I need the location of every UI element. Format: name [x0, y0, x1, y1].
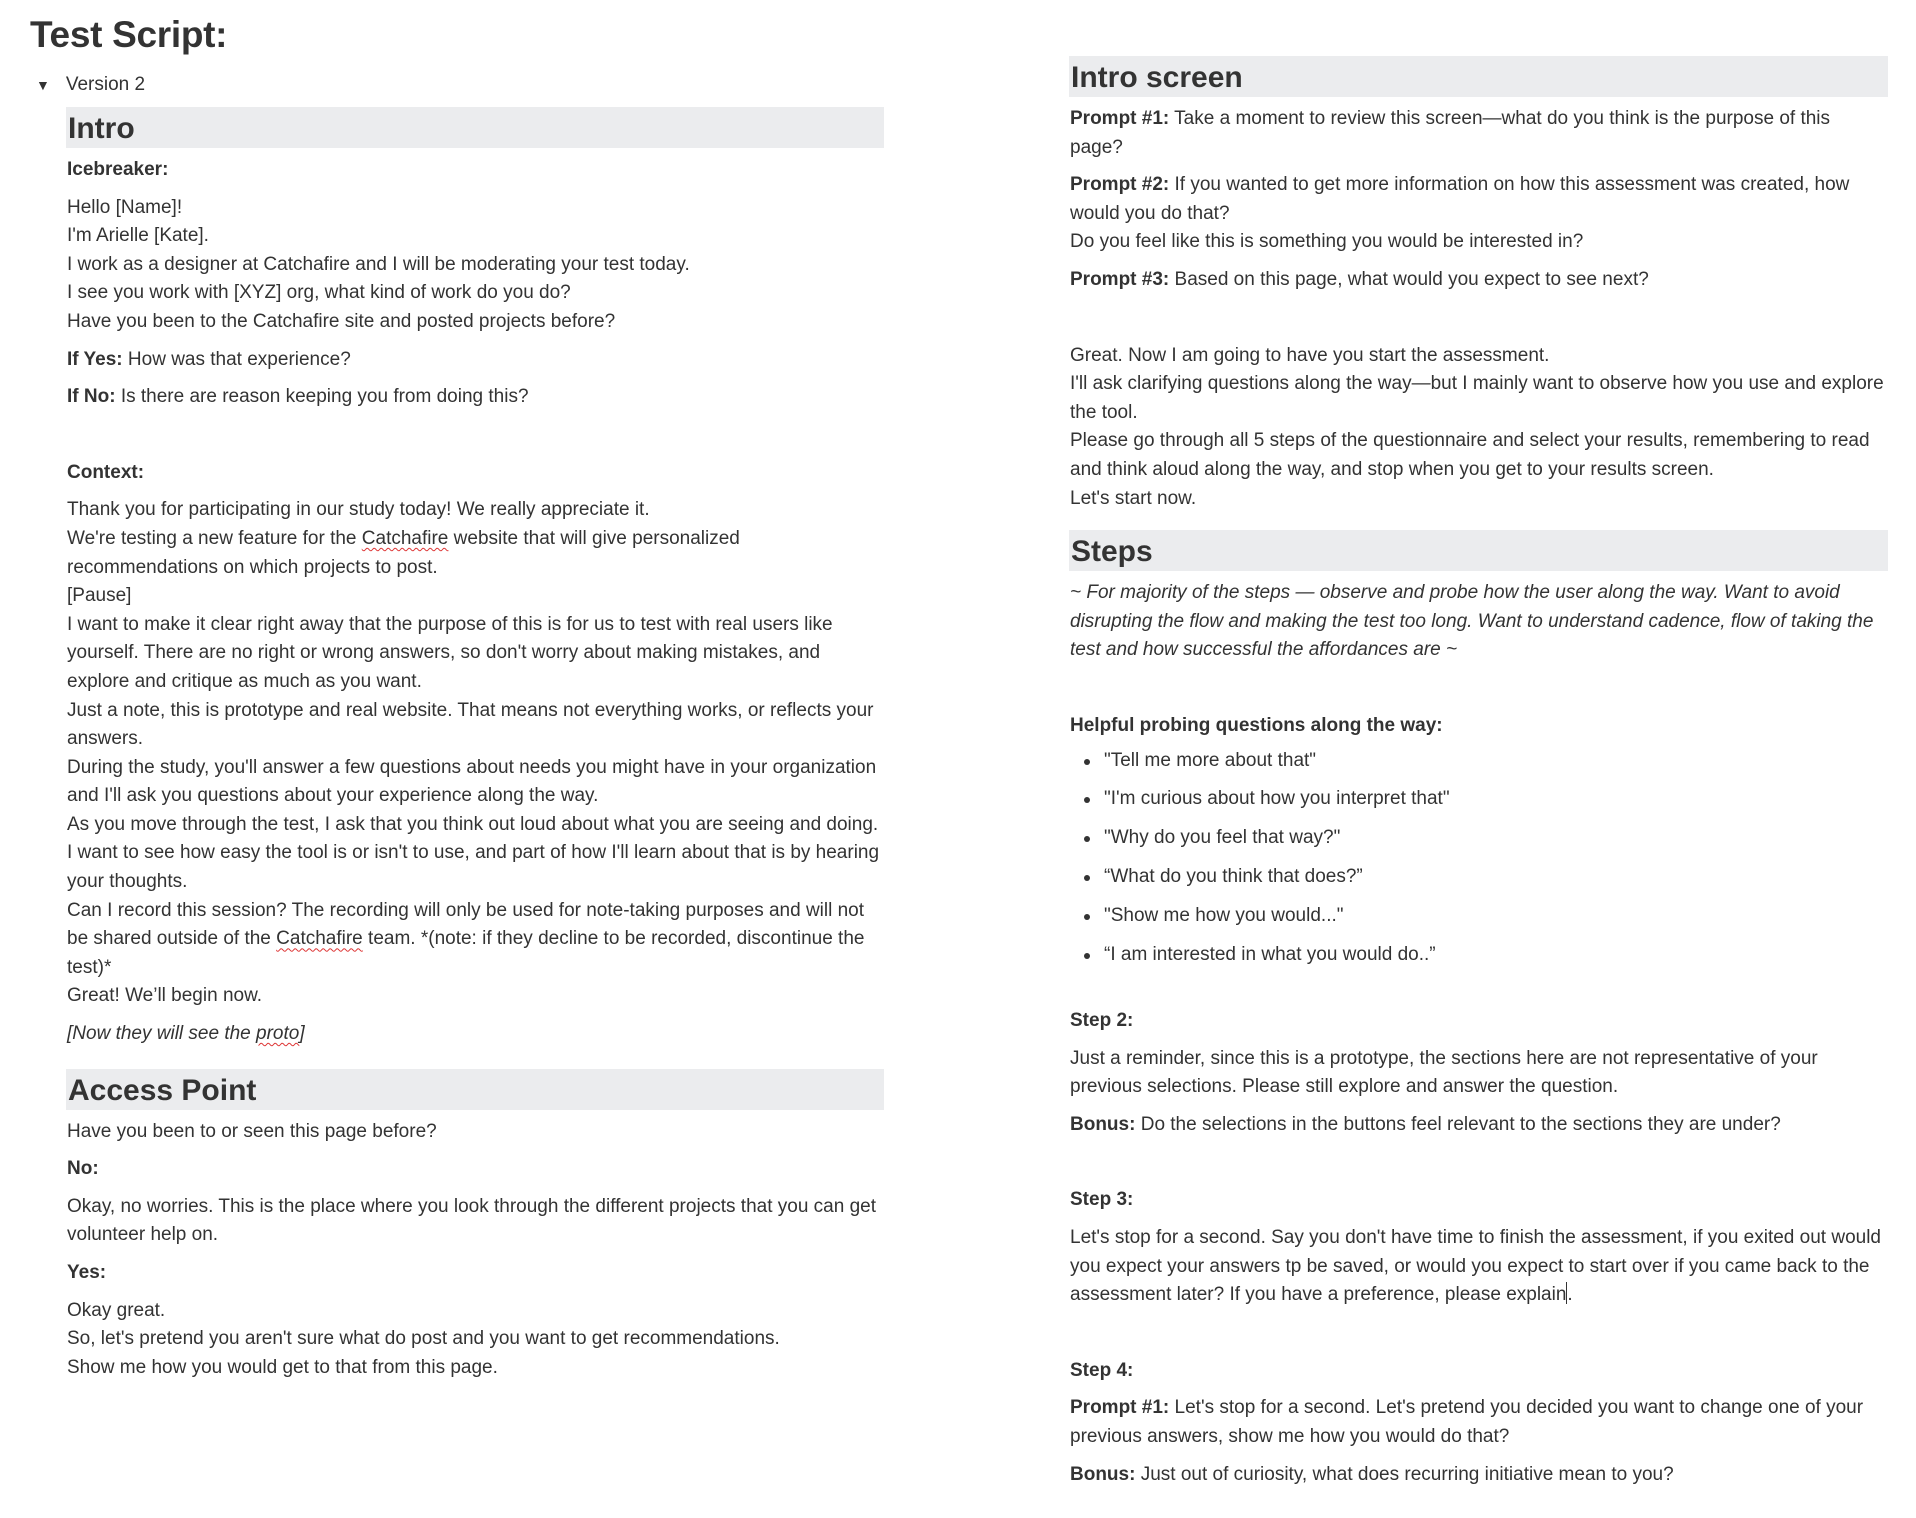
probing-list — [1070, 747, 1888, 971]
icebreaker-line: Have you been to the Catchafire site and posted projects before? — [67, 310, 616, 332]
page-title: Test Script: — [30, 14, 228, 55]
context-line: I want to make it clear right away that the purpose of this is for us to test with real users like yourself. There are no right or wrong answers, so don't worry about making mistakes, and explore and critique as much as you want. — [67, 613, 833, 692]
step-4-prompt-1 — [1070, 1394, 1888, 1451]
step-3-text[interactable] — [1070, 1224, 1888, 1310]
bonus-text: Just out of curiosity, what does recurring initiative mean to you? — [1135, 1463, 1674, 1485]
access-yes-label: Yes: — [67, 1262, 107, 1283]
prompt-2-text: If you wanted to get more information on how this assessment was created, how would you do that? — [1070, 174, 1850, 224]
spellcheck-word[interactable]: proto — [256, 1023, 300, 1045]
if-yes-text: How was that experience? — [122, 348, 351, 370]
context-text: website that will give personalized recommendations on which projects to post. — [67, 527, 740, 578]
if-yes-label: If Yes: — [67, 348, 123, 370]
access-yes-line: Okay great. — [67, 1299, 166, 1321]
access-no-label: No: — [67, 1158, 99, 1180]
start-line: Great. Now I am going to have you start the assessment. — [1070, 344, 1550, 366]
context-text: We're testing a new feature for the — [67, 527, 362, 549]
step-3-end: . — [1567, 1284, 1573, 1306]
if-no-text: Is there are reason keeping you from doing this? — [115, 386, 529, 408]
intro-heading: Intro — [66, 107, 884, 148]
prompt-label: Prompt #1: — [1070, 1397, 1170, 1419]
start-line: Let's start now. — [1070, 487, 1197, 509]
list-item: “What do you think that does?” — [1070, 863, 1888, 892]
access-yes-block — [67, 1297, 884, 1383]
bonus-label: Bonus: — [1070, 1463, 1136, 1485]
context-line: Just a note, this is prototype and real website. That means not everything works, or reflects your answers. — [67, 699, 874, 750]
triangle-down-icon[interactable]: ▼ — [36, 77, 50, 93]
list-item: "Why do you feel that way?" — [1070, 824, 1888, 853]
context-line: As you move through the test, I ask that you think out loud about what you are seeing and doing. — [67, 813, 879, 835]
spellcheck-word[interactable]: Catchafire — [361, 527, 449, 549]
prompt-1 — [1070, 105, 1888, 162]
step-3-body: Let's stop for a second. Say you don't have time to finish the assessment, if you exited out would you expect your answers tp be saved, or would you expect to start over if you came back to the assessment later? If you have a preference, please explain — [1070, 1226, 1881, 1306]
intro-screen-heading: Intro screen — [1069, 56, 1888, 97]
proto-note-text: [Now they will see the — [67, 1023, 257, 1045]
icebreaker-label: Icebreaker: — [67, 159, 169, 180]
step-3-label: Step 3: — [1070, 1189, 1134, 1211]
access-yes-line: Show me how you would get to that from this page. — [67, 1356, 498, 1378]
start-line: Please go through all 5 steps of the questionnaire and select your results, remembering to read and think aloud along the way, and stop when you get to your results screen. — [1070, 430, 1870, 480]
steps-heading: Steps — [1069, 530, 1888, 571]
version-toggle-label: Version 2 — [65, 74, 146, 95]
prompt-2 — [1070, 171, 1888, 228]
context-line — [67, 897, 884, 983]
icebreaker-block — [67, 194, 884, 337]
right-column — [1070, 56, 1888, 1489]
context-line: Thank you for participating in our study today! We really appreciate it. — [67, 499, 650, 521]
start-instructions — [1070, 342, 1888, 514]
list-item: “I am interested in what you would do..” — [1070, 941, 1888, 970]
prompt-2-label: Prompt #2: — [1070, 174, 1170, 196]
prompt-3-label: Prompt #3: — [1070, 268, 1170, 290]
icebreaker-line: I see you work with [XYZ] org, what kind of work do you do? — [67, 282, 571, 304]
context-label: Context: — [67, 461, 145, 483]
context-line: [Pause] — [67, 585, 132, 607]
list-item: "I'm curious about how you interpret that" — [1070, 785, 1888, 814]
probing-label: Helpful probing questions along the way: — [1070, 714, 1443, 736]
icebreaker-line: Hello [Name]! — [67, 196, 183, 218]
context-block — [67, 496, 884, 1011]
spellcheck-word[interactable]: Catchafire — [276, 928, 363, 950]
step-2-label: Step 2: — [1070, 1010, 1134, 1032]
context-line: I want to see how easy the tool is or isn't to use, and part of how I'll learn about that is by hearing your thoughts. — [67, 842, 880, 893]
icebreaker-line: I work as a designer at Catchafire and I will be moderating your test today. — [67, 253, 690, 275]
prompt-3-text: Based on this page, what would you expect to see next? — [1169, 268, 1649, 290]
access-question: Have you been to or seen this page before? — [67, 1120, 437, 1142]
if-no-line — [67, 383, 884, 412]
proto-note — [67, 1020, 884, 1049]
proto-note-text: ] — [299, 1023, 305, 1045]
prompt-2-line2: Do you feel like this is something you would be interested in? — [1070, 231, 1584, 253]
icebreaker-line: I'm Arielle [Kate]. — [67, 225, 209, 247]
bonus-label: Bonus: — [1070, 1113, 1136, 1135]
step-2-text: Just a reminder, since this is a prototype, the sections here are not representative of your previous selections. Please still explore and answer the question. — [1070, 1047, 1818, 1098]
context-line: Great! We’ll begin now. — [67, 985, 263, 1007]
access-point-heading: Access Point — [66, 1069, 884, 1110]
access-no-text: Okay, no worries. This is the place where you look through the different projects that you can get volunteer help on. — [67, 1195, 877, 1246]
step-2-bonus — [1070, 1111, 1888, 1140]
step-4-bonus — [1070, 1461, 1888, 1490]
version-toggle[interactable] — [36, 74, 145, 96]
start-line: I'll ask clarifying questions along the way—but I mainly want to observe how you use and explore the tool. — [1070, 373, 1884, 423]
prompt-2-block — [1070, 171, 1888, 257]
context-line: During the study, you'll answer a few questions about needs you might have in your organization and I'll ask you questions about your experience along the way. — [67, 756, 877, 807]
step-4-label: Step 4: — [1070, 1359, 1134, 1381]
bonus-text: Do the selections in the buttons feel relevant to the sections they are under? — [1135, 1113, 1781, 1135]
list-item: "Tell me more about that" — [1070, 747, 1888, 776]
access-yes-line: So, let's pretend you aren't sure what do post and you want to get recommendations. — [67, 1328, 780, 1350]
prompt-3 — [1070, 266, 1888, 295]
left-column — [67, 107, 884, 1382]
if-yes-line — [67, 346, 884, 375]
prompt-1-text: Take a moment to review this screen—what do you think is the purpose of this page? — [1070, 108, 1831, 158]
context-line — [67, 525, 884, 582]
steps-intro: ~ For majority of the steps — observe and probe how the user along the way. Want to avoid disrupting the flow and making the test too long. Want to understand cadence, flow of taking the test and how successful the affordances are ~ — [1070, 582, 1874, 661]
prompt-text: Let's stop for a second. Let's pretend you decided you want to change one of your previous answers, show me how you would do that? — [1070, 1397, 1864, 1447]
context-text: Can I record this session? The recording will only be used for note-taking purposes and will not be shared outside of the — [67, 899, 865, 950]
if-no-label: If No: — [67, 386, 116, 408]
context-text: team. *(note: if they decline to be recorded, discontinue the test)* — [67, 928, 865, 978]
list-item: "Show me how you would..." — [1070, 902, 1888, 931]
prompt-1-label: Prompt #1: — [1070, 108, 1170, 129]
